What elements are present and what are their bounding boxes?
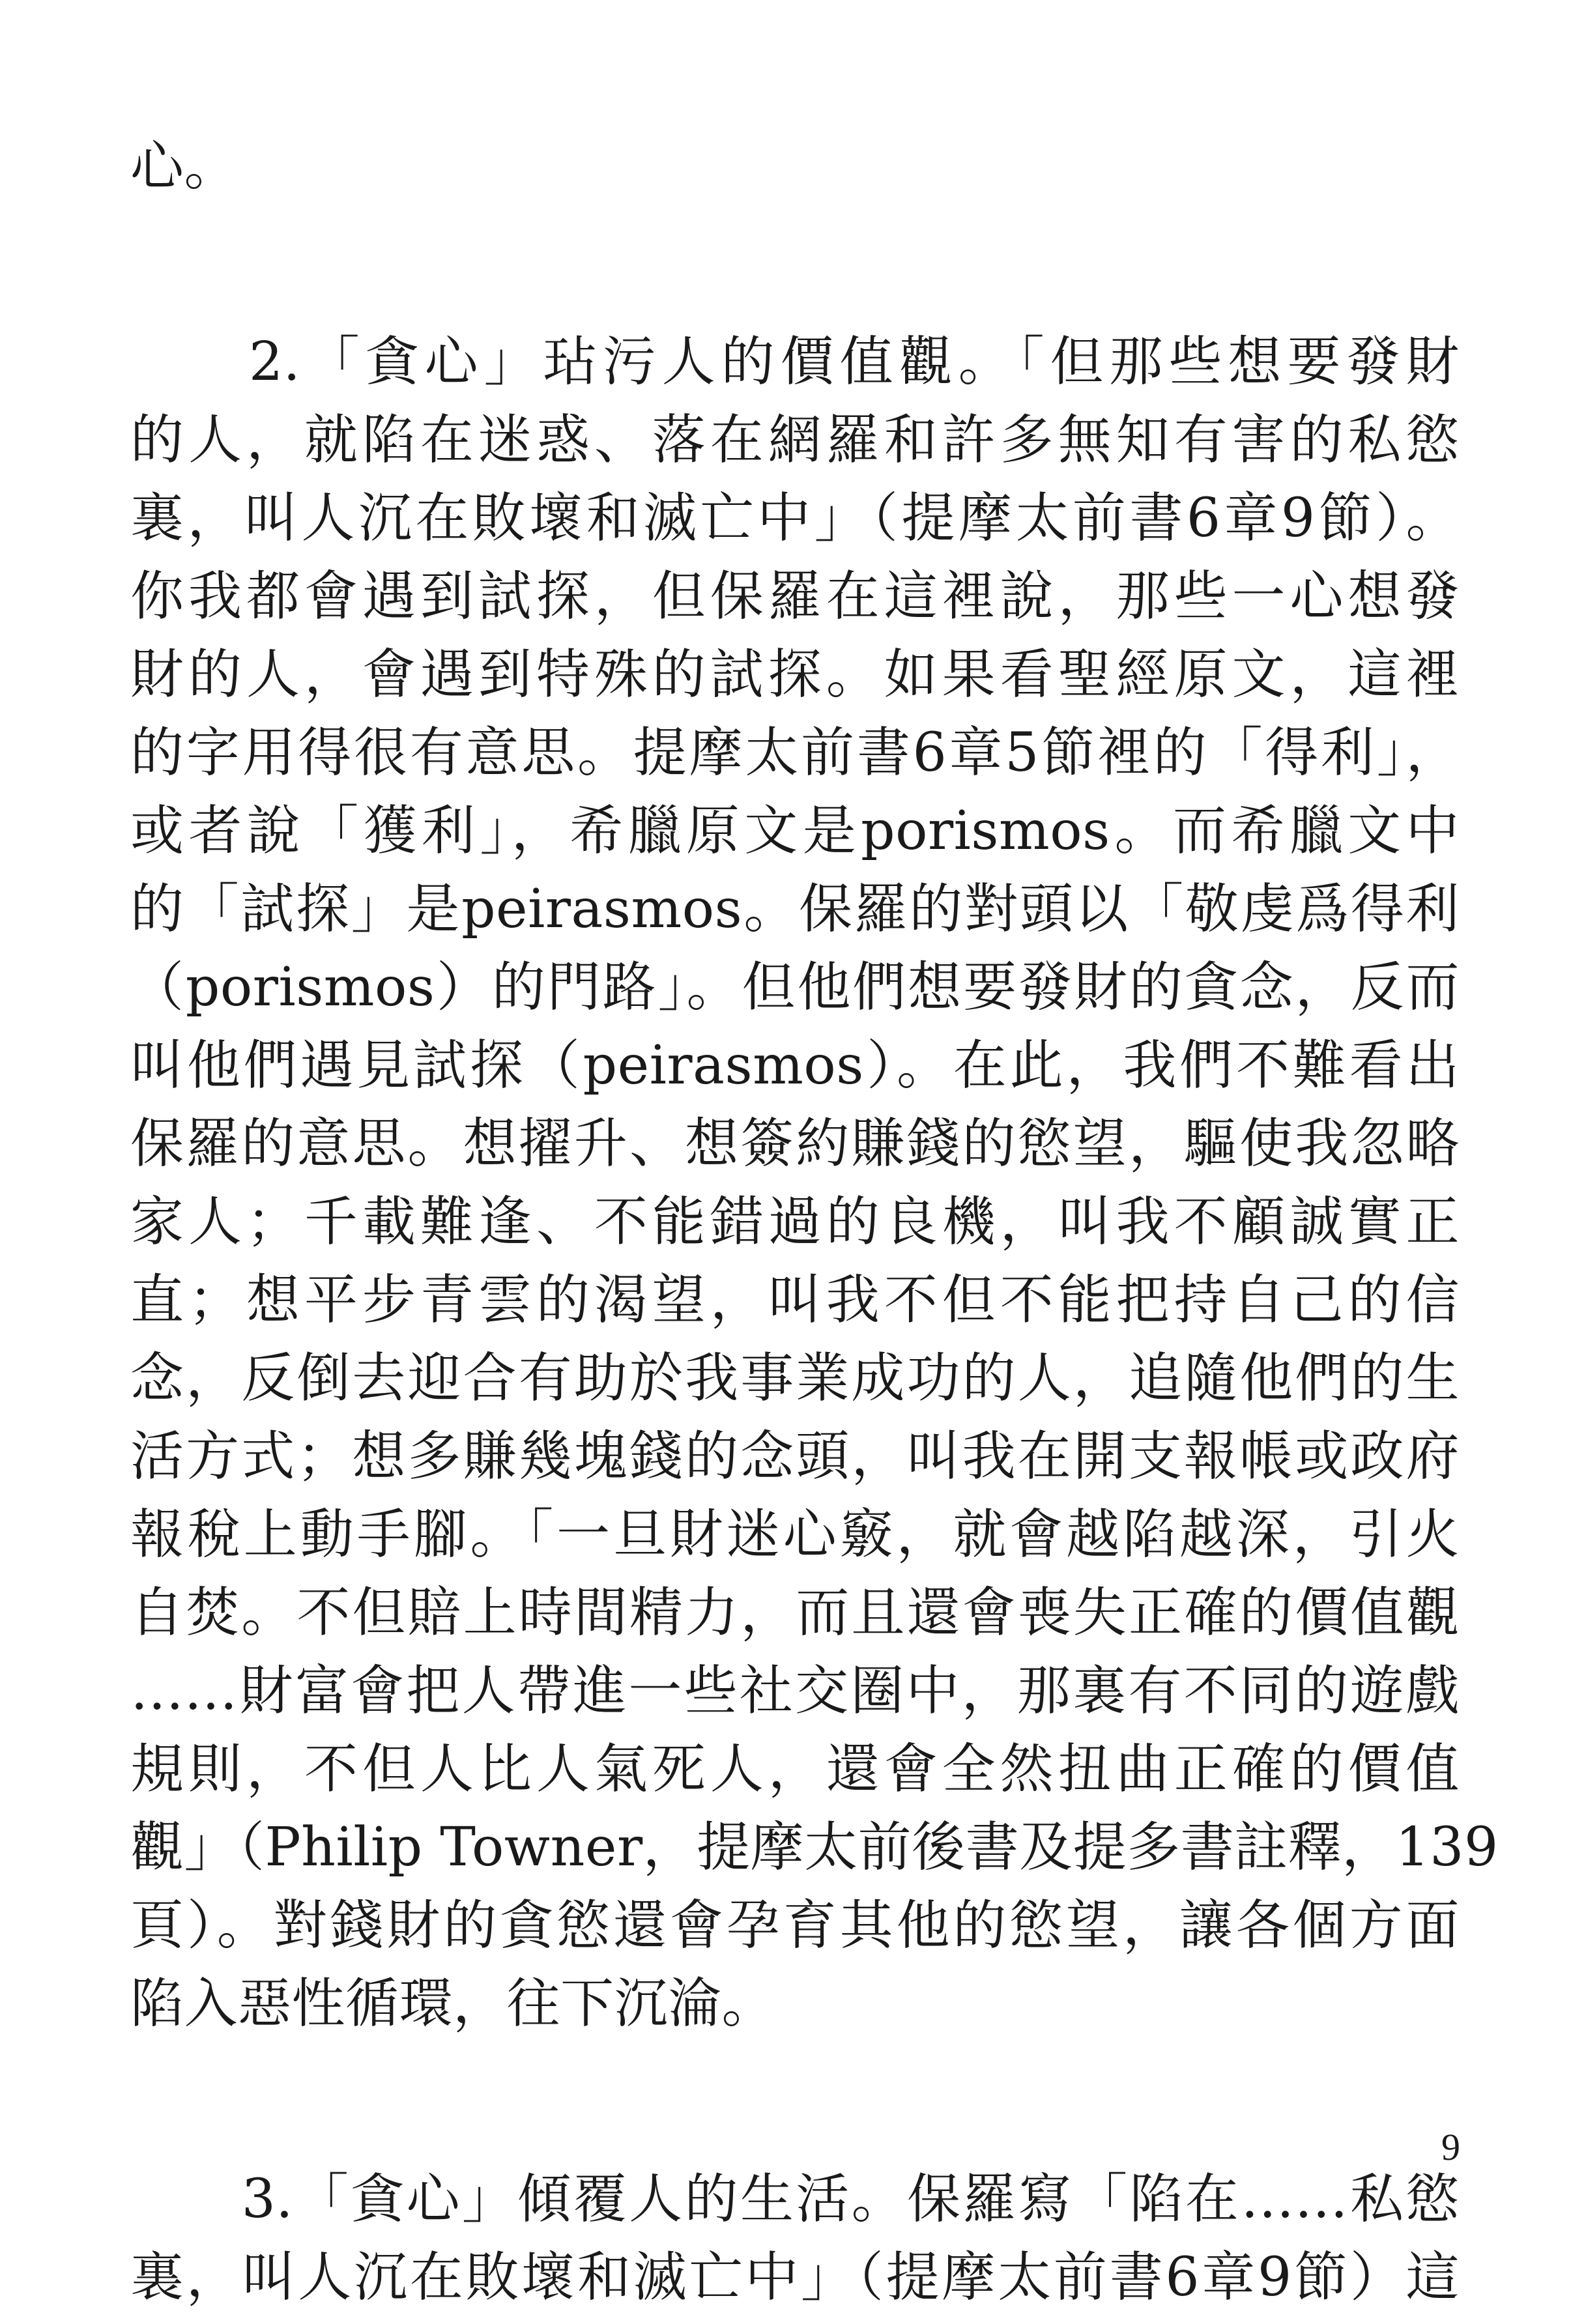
text-line: （porismos）的門路」。但他們想要發財的貪念，反而: [130, 956, 1460, 1018]
paragraph-gap: [130, 2043, 1460, 2160]
text-line: 直；想平步青雲的渴望，叫我不但不能把持自己的信: [130, 1269, 1460, 1331]
text-line: 保羅的意思。想擢升、想簽約賺錢的慾望，驅使我忽略: [130, 1113, 1460, 1175]
text-line: 活方式；想多賺幾塊錢的念頭，叫我在開支報帳或政府: [130, 1426, 1460, 1487]
paragraph: [130, 128, 1460, 206]
text-line: 陷入惡性循環，往下沉淪。: [130, 1973, 776, 2035]
page-body: [130, 128, 1499, 2317]
text-line: 念，反倒去迎合有助於我事業成功的人，追隨他們的生: [130, 1347, 1460, 1409]
paragraph-gap: [130, 206, 1460, 323]
paragraph: [130, 2160, 1460, 2317]
text-line: 報稅上動手腳。「一旦財迷心竅，就會越陷越深，引火: [130, 1504, 1460, 1566]
text-line: 財的人，會遇到特殊的試探。如果看聖經原文，這裡: [130, 644, 1460, 706]
text-line: 的字用得很有意思。提摩太前書6章5節裡的「得利」，: [130, 722, 1460, 784]
text-line: ……財富會把人帶進一些社交圈中，那裏有不同的遊戲: [130, 1660, 1460, 1722]
text-line: 頁）。對錢財的貪慾還會孕育其他的慾望，讓各個方面: [130, 1895, 1460, 1957]
text-line: 或者說「獲利」，希臘原文是porismos。而希臘文中: [130, 800, 1460, 862]
paragraph: [130, 323, 1499, 2043]
text-line: 的人，就陷在迷惑、落在網羅和許多無知有害的私慾: [130, 409, 1460, 471]
text-line: 心。: [130, 136, 238, 197]
page-number: 9: [1441, 2126, 1460, 2168]
text-line: 家人；千載難逢、不能錯過的良機，叫我不顧誠實正: [130, 1191, 1460, 1253]
text-line: 裏，叫人沉在敗壞和滅亡中」（提摩太前書6章9節）。: [130, 487, 1460, 549]
text-line: 你我都會遇到試探，但保羅在這裡說，那些一心想發: [130, 566, 1460, 627]
text-line: 的「試探」是peirasmos。保羅的對頭以「敬虔爲得利: [130, 878, 1460, 940]
text-line: 2.「貪心」玷污人的價值觀。「但那些想要發財: [130, 331, 1460, 393]
text-line: 叫他們遇見試探（peirasmos）。在此，我們不難看出: [130, 1035, 1460, 1097]
text-line: 規則，不但人比人氣死人，還會全然扭曲正確的價值: [130, 1738, 1460, 1800]
text-line: 裏，叫人沉在敗壞和滅亡中」（提摩太前書6章9節）這: [130, 2246, 1460, 2308]
text-line: 觀」（Philip Towner，提摩太前後書及提多書註釋，139: [130, 1816, 1499, 1878]
text-line: 自焚。不但賠上時間精力，而且還會喪失正確的價值觀: [130, 1582, 1460, 1644]
text-line: 3.「貪心」傾覆人的生活。保羅寫「陷在……私慾: [130, 2168, 1460, 2230]
